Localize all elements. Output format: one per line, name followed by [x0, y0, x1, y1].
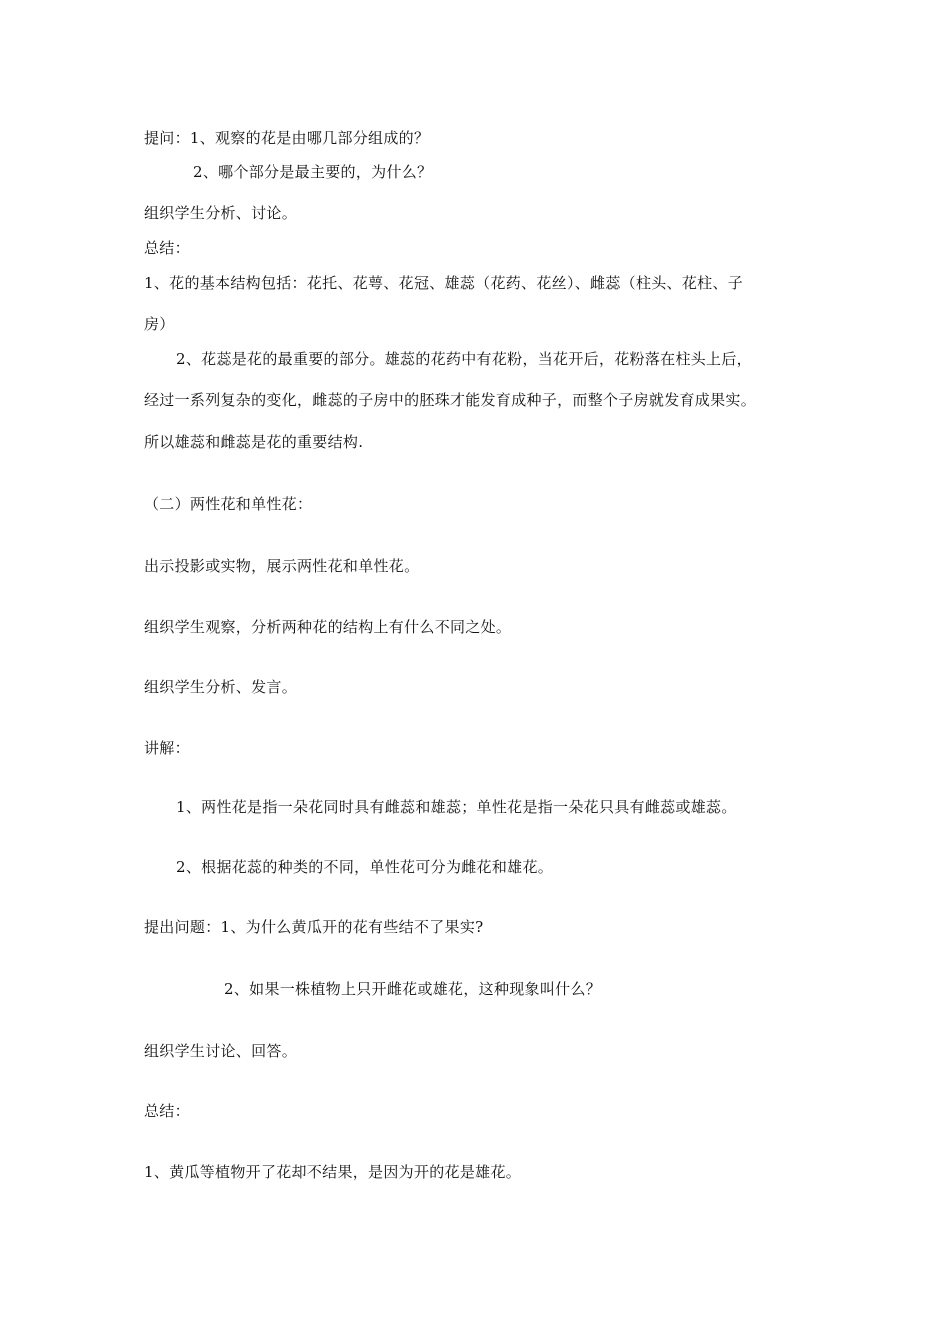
summary-point-1a: 1、花的基本结构包括：花托、花萼、花冠、雄蕊（花药、花丝）、雌蕊（柱头、花柱、子: [144, 274, 744, 292]
summary-point-2c: 所以雄蕊和雌蕊是花的重要结构.: [144, 433, 364, 451]
summary-point-2b: 经过一系列复杂的变化，雌蕊的子房中的胚珠才能发育成种子，而整个子房就发育成果实。: [144, 391, 757, 409]
explain-heading: 讲解：: [144, 739, 190, 757]
instruction-speak: 组织学生分析、发言。: [144, 678, 298, 696]
question-line-1: 提问：1、观察的花是由哪几部分组成的？: [144, 129, 430, 147]
section-heading: （二）两性花和单性花：: [144, 495, 313, 513]
summary-heading-1: 总结：: [144, 239, 190, 257]
instruction-observe: 组织学生观察，分析两种花的结构上有什么不同之处。: [144, 618, 512, 636]
instruction-answer: 组织学生讨论、回答。: [144, 1042, 298, 1060]
instruction-show: 出示投影或实物，展示两性花和单性花。: [144, 557, 420, 575]
explain-point-1: 1、两性花是指一朵花同时具有雌蕊和雄蕊；单性花是指一朵花只具有雌蕊或雄蕊。: [176, 798, 737, 816]
summary-final-point: 1、黄瓜等植物开了花却不结果，是因为开的花是雄花。: [144, 1163, 522, 1181]
instruction-discuss: 组织学生分析、讨论。: [144, 204, 298, 222]
summary-point-2a: 2、花蕊是花的最重要的部分。雄蕊的花药中有花粉，当花开后，花粉落在柱头上后，: [176, 350, 752, 368]
explain-point-2: 2、根据花蕊的种类的不同，单性花可分为雌花和雄花。: [176, 858, 554, 876]
summary-heading-2: 总结：: [144, 1102, 190, 1120]
question-prompt-2: 2、如果一株植物上只开雌花或雄花，这种现象叫什么？: [224, 980, 602, 998]
summary-point-1b: 房）: [144, 315, 175, 333]
question-prompt-1: 提出问题：1、为什么黄瓜开的花有些结不了果实?: [144, 918, 484, 936]
question-line-2: 2、哪个部分是最主要的，为什么？: [193, 163, 433, 181]
